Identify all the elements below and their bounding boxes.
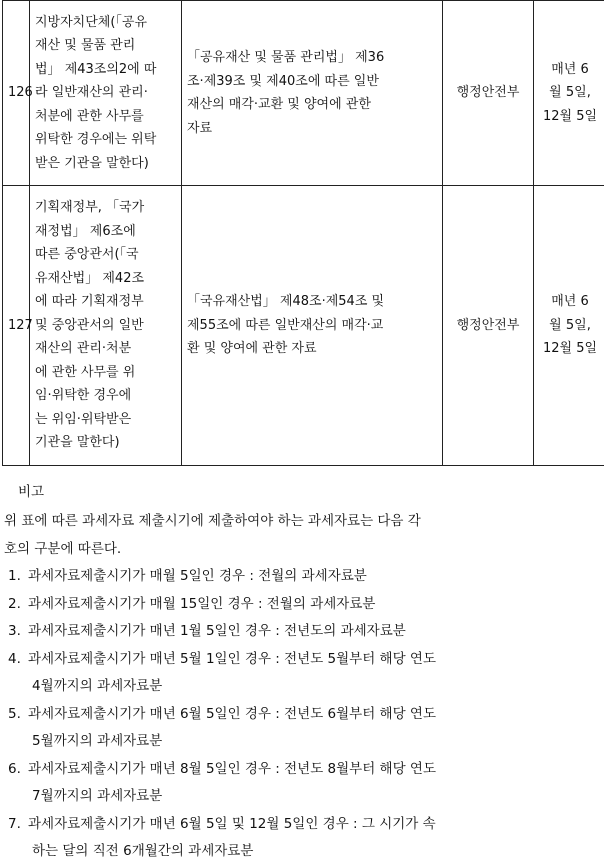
- org-line: 따른 중앙관서(「국: [35, 247, 139, 262]
- remarks-intro: [0, 507, 604, 563]
- data-line: 조·제39조 및 제40조에 따른 일반: [187, 74, 379, 89]
- org-line: 지방자치단체(「공유: [35, 15, 147, 30]
- item-number: 2.: [8, 591, 21, 619]
- list-item: [0, 646, 604, 701]
- timing-line: 12월 5일: [543, 341, 597, 356]
- item-text-continued: 5월까지의 과세자료분: [28, 728, 604, 756]
- item-text-continued: 7월까지의 과세자료분: [28, 783, 604, 811]
- item-text: 과세자료제출시기가 매월 15일인 경우 : 전월의 과세자료분: [28, 591, 604, 619]
- item-text: 과세자료제출시기가 매년 1월 5일인 경우 : 전년도의 과세자료분: [28, 618, 604, 646]
- timing-line: 월 5일,: [549, 85, 591, 100]
- org-line: 에 관한 사무를 위: [35, 365, 135, 380]
- item-number: 7.: [8, 811, 21, 839]
- tax-data-table: [2, 0, 604, 466]
- item-number: 3.: [8, 618, 21, 646]
- row-number: 126: [3, 1, 30, 186]
- item-text: 과세자료제출시기가 매월 5일인 경우 : 전월의 과세자료분: [28, 563, 604, 591]
- org-line: 처분에 관한 사무를: [35, 109, 144, 124]
- data-line: 자료: [187, 121, 212, 136]
- list-item: [0, 563, 604, 591]
- org-line: 기관을 말한다): [35, 435, 120, 450]
- data-line: 「공유재산 및 물품 관리법」 제36: [187, 50, 384, 65]
- data-line: 재산의 매각·교환 및 양여에 관한: [187, 97, 371, 112]
- timing-line: 월 5일,: [549, 318, 591, 333]
- org-line: 는 위임·위탁받은: [35, 412, 131, 427]
- list-item: [0, 591, 604, 619]
- timing-line: 매년 6: [551, 294, 589, 309]
- org-line: 및 중앙관서의 일반: [35, 318, 144, 333]
- item-number: 5.: [8, 701, 21, 729]
- receiving-ministry: 행정안전부: [443, 1, 534, 186]
- item-number: 1.: [8, 563, 21, 591]
- row-number: 127: [3, 186, 30, 466]
- item-text: 과세자료제출시기가 매년 5월 1일인 경우 : 전년도 5월부터 해당 연도: [28, 646, 604, 674]
- submitting-organization: [30, 186, 182, 466]
- item-text: 과세자료제출시기가 매년 6월 5일 및 12월 5일인 경우 : 그 시기가 속: [28, 811, 604, 839]
- remarks-heading: 비고: [0, 477, 604, 507]
- item-number: 6.: [8, 756, 21, 784]
- intro-line: 위 표에 따른 과세자료 제출시기에 제출하여야 하는 과세자료는 다음 각: [4, 507, 604, 535]
- org-line: 받은 기관을 말한다): [35, 156, 149, 171]
- item-text: 과세자료제출시기가 매년 8월 5일인 경우 : 전년도 8월부터 해당 연도: [28, 756, 604, 784]
- list-item: [0, 811, 604, 866]
- item-text: 과세자료제출시기가 매년 6월 5일인 경우 : 전년도 6월부터 해당 연도: [28, 701, 604, 729]
- submission-timing: [534, 1, 604, 186]
- timing-line: 12월 5일: [543, 109, 597, 124]
- intro-line: 호의 구분에 따른다.: [4, 535, 604, 563]
- org-line: 기획재정부, 「국가: [35, 200, 144, 215]
- org-line: 라 일반재산의 관리·: [35, 85, 148, 100]
- remarks-list: [0, 563, 604, 866]
- org-line: 법」 제43조의2에 따: [35, 62, 156, 77]
- list-item: [0, 756, 604, 811]
- list-item: [0, 701, 604, 756]
- table-row-127: [3, 186, 604, 466]
- timing-line: 매년 6: [551, 62, 589, 77]
- list-item: [0, 618, 604, 646]
- org-line: 유재산법」 제42조: [35, 271, 144, 286]
- data-line: 환 및 양여에 관한 자료: [187, 341, 317, 356]
- tax-data-description: [182, 1, 443, 186]
- org-line: 재산 및 물품 관리: [35, 38, 135, 53]
- org-line: 임·위탁한 경우에: [35, 388, 131, 403]
- tax-data-description: [182, 186, 443, 466]
- data-line: 「국유재산법」 제48조·제54조 및: [187, 294, 384, 309]
- org-line: 위탁한 경우에는 위탁: [35, 132, 156, 147]
- org-line: 재정법」 제6조에: [35, 224, 136, 239]
- submitting-organization: [30, 1, 182, 186]
- remarks-section: [0, 477, 604, 866]
- item-number: 4.: [8, 646, 21, 674]
- org-line: 재산의 관리·처분: [35, 341, 131, 356]
- item-text-continued: 4월까지의 과세자료분: [28, 673, 604, 701]
- item-text-continued: 하는 달의 직전 6개월간의 과세자료분: [28, 838, 604, 866]
- table-row-126: [3, 1, 604, 186]
- data-line: 제55조에 따른 일반재산의 매각·교: [187, 318, 383, 333]
- submission-timing: [534, 186, 604, 466]
- receiving-ministry: 행정안전부: [443, 186, 534, 466]
- org-line: 에 따라 기획재정부: [35, 294, 144, 309]
